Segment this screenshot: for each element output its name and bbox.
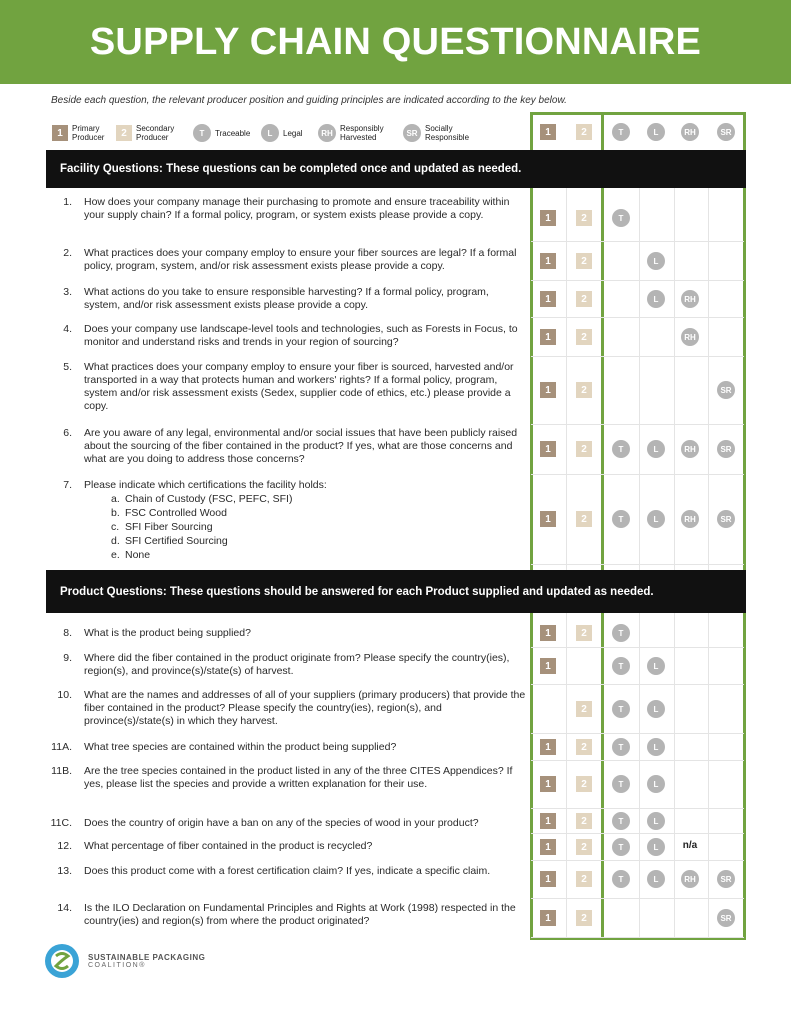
legend-secondary bbox=[116, 124, 174, 142]
row-divider bbox=[531, 241, 744, 242]
traceable-mark: T bbox=[612, 775, 630, 793]
legend-responsibly-harvested bbox=[318, 124, 384, 142]
legal-mark: L bbox=[647, 440, 665, 458]
traceable-mark: T bbox=[612, 657, 630, 675]
primary-producer-mark: 1 bbox=[540, 124, 556, 140]
column-divider-product bbox=[708, 613, 709, 937]
socially-responsible-mark: SR bbox=[717, 123, 735, 141]
spc-logo bbox=[44, 943, 205, 979]
option-text: SFI Fiber Sourcing bbox=[125, 521, 213, 533]
question-text: What tree species are contained within the product being supplied? bbox=[84, 741, 397, 753]
option-text: FSC Controlled Wood bbox=[125, 507, 227, 519]
primary-producer-mark: 1 bbox=[540, 210, 556, 226]
legend-socially-responsible bbox=[403, 124, 469, 142]
legend-primary bbox=[52, 124, 104, 142]
not-applicable-mark: n/a bbox=[682, 840, 698, 851]
panel-right-border-facility bbox=[743, 188, 746, 570]
panel-divider-facility bbox=[601, 188, 604, 570]
certification-option bbox=[111, 506, 227, 520]
primary-producer-mark: 1 bbox=[540, 776, 556, 792]
legal-mark: L bbox=[647, 290, 665, 308]
legend-legal-label: Legal bbox=[283, 128, 303, 138]
socially-responsible-mark: SR bbox=[717, 381, 735, 399]
option-text: SFI Certified Sourcing bbox=[125, 535, 228, 547]
responsibly-harvested-mark: RH bbox=[681, 290, 699, 308]
question-text: Does your company use landscape-level tools and technologies, such as Forests in Focus, to monitor and understand risks and trends in your region of sourcing? bbox=[84, 323, 518, 348]
traceable-mark: T bbox=[612, 738, 630, 756]
panel-left-border-facility bbox=[530, 188, 533, 570]
legend-sr-label-2: Responsible bbox=[425, 133, 470, 142]
primary-producer-mark: 1 bbox=[540, 658, 556, 674]
question-text: What are the names and addresses of all of your suppliers (primary producers) that provide the fiber contained in the product? Please specify the country(ies), region(s), and province(s)/state(s) in which they harvest. bbox=[84, 689, 526, 727]
panel-left-border-product bbox=[530, 613, 533, 940]
question-number: 11C. bbox=[50, 817, 72, 829]
question-number: 3. bbox=[63, 286, 72, 298]
row-divider bbox=[531, 424, 744, 425]
traceable-icon: T bbox=[193, 124, 211, 142]
traceable-mark: T bbox=[612, 870, 630, 888]
primary-producer-mark: 1 bbox=[540, 441, 556, 457]
legal-mark: L bbox=[647, 123, 665, 141]
certification-option bbox=[111, 548, 150, 562]
primary-producer-mark: 1 bbox=[540, 739, 556, 755]
legend-rh-label-1: Responsibly bbox=[340, 124, 384, 133]
traceable-mark: T bbox=[612, 838, 630, 856]
row-divider bbox=[531, 647, 744, 648]
primary-producer-mark: 1 bbox=[540, 910, 556, 926]
legal-mark: L bbox=[647, 838, 665, 856]
question-number: 7. bbox=[63, 479, 72, 491]
socially-responsible-mark: SR bbox=[717, 870, 735, 888]
option-letter: e. bbox=[111, 549, 120, 561]
panel-divider-key bbox=[601, 112, 604, 150]
secondary-producer-mark: 2 bbox=[576, 253, 592, 269]
panel-divider-product bbox=[601, 613, 604, 940]
row-divider bbox=[531, 898, 744, 899]
legal-mark: L bbox=[647, 738, 665, 756]
question-number: 11A. bbox=[51, 741, 72, 753]
question-number: 1. bbox=[63, 196, 72, 208]
legend-legal bbox=[261, 124, 303, 142]
question-text: What actions do you take to ensure responsible harvesting? If a formal policy, program, system, and/or risk assessment exists please provide a copy. bbox=[84, 286, 489, 311]
logo-line-2: COALITION® bbox=[88, 962, 146, 969]
legal-mark: L bbox=[647, 775, 665, 793]
column-divider-product bbox=[639, 613, 640, 937]
primary-producer-mark: 1 bbox=[540, 625, 556, 641]
question-text: Are you aware of any legal, environmental and/or social issues that have been publicly raised about the sourcing of the fiber contained in the product? If yes, what are those concerns and what are you doing to address those concerns? bbox=[84, 427, 518, 465]
secondary-producer-mark: 2 bbox=[576, 441, 592, 457]
responsibly-harvested-mark: RH bbox=[681, 870, 699, 888]
primary-producer-mark: 1 bbox=[540, 253, 556, 269]
legend-secondary-label-2: Producer bbox=[136, 133, 169, 142]
certification-option bbox=[111, 492, 292, 506]
row-divider bbox=[531, 280, 744, 281]
socially-responsible-mark: SR bbox=[717, 440, 735, 458]
traceable-mark: T bbox=[612, 624, 630, 642]
row-divider bbox=[531, 833, 744, 834]
intro-text: Beside each question, the relevant producer position and guiding principles are indicated according to the key below. bbox=[51, 95, 567, 106]
traceable-mark: T bbox=[612, 812, 630, 830]
socially-responsible-mark: SR bbox=[717, 510, 735, 528]
secondary-producer-mark: 2 bbox=[576, 871, 592, 887]
row-divider bbox=[531, 474, 744, 475]
row-divider bbox=[531, 356, 744, 357]
secondary-producer-mark: 2 bbox=[576, 776, 592, 792]
legal-mark: L bbox=[647, 510, 665, 528]
question-number: 4. bbox=[63, 323, 72, 335]
question-number: 11B. bbox=[51, 765, 72, 777]
traceable-mark: T bbox=[612, 700, 630, 718]
responsibly-harvested-mark: RH bbox=[681, 510, 699, 528]
question-text: Are the tree species contained in the product listed in any of the three CITES Appendices? If yes, please list the species and provide a written explanation for their use. bbox=[84, 765, 513, 790]
product-section-heading: Product Questions: These questions should be answered for each Product supplied and updated as needed. bbox=[46, 570, 746, 613]
legend-traceable bbox=[193, 124, 250, 142]
panel-right-border-key bbox=[743, 112, 746, 150]
secondary-producer-mark: 2 bbox=[576, 839, 592, 855]
facility-section-heading: Facility Questions: These questions can be completed once and updated as needed. bbox=[46, 150, 746, 188]
row-divider bbox=[531, 564, 744, 565]
question-text: What is the product being supplied? bbox=[84, 627, 251, 639]
question-number: 5. bbox=[63, 361, 72, 373]
primary-producer-badge: 1 bbox=[52, 125, 68, 141]
row-divider bbox=[531, 684, 744, 685]
legend-traceable-label: Traceable bbox=[215, 128, 251, 138]
logo-line-1: SUSTAINABLE PACKAGING bbox=[88, 953, 206, 962]
responsibly-harvested-mark: RH bbox=[681, 328, 699, 346]
spc-logo-icon bbox=[44, 943, 80, 979]
question-number: 14. bbox=[57, 902, 72, 914]
secondary-producer-mark: 2 bbox=[576, 511, 592, 527]
question-text: What practices does your company employ to ensure your fiber is sourced, harvested and/or transported in a way that protects human and workers' rights? If a formal policy, program, system and/or risk assessment exists (Sedex, supplier code of ethics, etc.) please provide a copy. bbox=[84, 361, 514, 412]
secondary-producer-mark: 2 bbox=[576, 291, 592, 307]
option-letter: a. bbox=[111, 493, 120, 505]
option-letter: d. bbox=[111, 535, 120, 547]
legal-mark: L bbox=[647, 657, 665, 675]
question-number: 2. bbox=[63, 247, 72, 259]
certification-option bbox=[111, 534, 228, 548]
option-letter: b. bbox=[111, 507, 120, 519]
title-banner bbox=[0, 0, 791, 84]
legend-primary-label-1: Primary bbox=[72, 124, 100, 133]
question-number: 9. bbox=[63, 652, 72, 664]
column-divider-facility bbox=[639, 188, 640, 570]
option-letter: c. bbox=[111, 521, 120, 533]
question-text: Where did the fiber contained in the product originate from? Please specify the country(ies), region(s), and province(s)/state(s) of harvest. bbox=[84, 652, 510, 677]
secondary-producer-mark: 2 bbox=[576, 210, 592, 226]
responsibly-harvested-mark: RH bbox=[681, 123, 699, 141]
socially-responsible-mark: SR bbox=[717, 909, 735, 927]
question-text: Does this product come with a forest certification claim? If yes, indicate a specific claim. bbox=[84, 865, 491, 877]
legend-primary-label-2: Producer bbox=[72, 133, 105, 142]
primary-producer-mark: 1 bbox=[540, 511, 556, 527]
primary-producer-mark: 1 bbox=[540, 329, 556, 345]
secondary-producer-badge: 2 bbox=[116, 125, 132, 141]
column-divider-product bbox=[566, 613, 567, 937]
primary-producer-mark: 1 bbox=[540, 813, 556, 829]
column-divider-facility bbox=[708, 188, 709, 570]
primary-producer-mark: 1 bbox=[540, 382, 556, 398]
question-number: 10. bbox=[57, 689, 72, 701]
socially-responsible-icon: SR bbox=[403, 124, 421, 142]
column-divider-product bbox=[674, 613, 675, 937]
responsibly-harvested-mark: RH bbox=[681, 440, 699, 458]
row-divider bbox=[531, 733, 744, 734]
legend-sr-label-1: Socially bbox=[425, 124, 453, 133]
panel-right-border-product bbox=[743, 613, 746, 940]
row-divider bbox=[531, 937, 744, 938]
secondary-producer-mark: 2 bbox=[576, 701, 592, 717]
question-text: How does your company manage their purchasing to promote and ensure traceability within your supply chain? If a formal policy, program, or system exists please provide a copy. bbox=[84, 196, 510, 221]
responsibly-harvested-icon: RH bbox=[318, 124, 336, 142]
legend-secondary-label-1: Secondary bbox=[136, 124, 175, 133]
question-text: Is the ILO Declaration on Fundamental Principles and Rights at Work (1998) respected in the country(ies) and region(s) from where the product originated? bbox=[84, 902, 516, 927]
secondary-producer-mark: 2 bbox=[576, 813, 592, 829]
panel-top-border bbox=[530, 112, 746, 115]
certification-option bbox=[111, 520, 213, 534]
primary-producer-mark: 1 bbox=[540, 839, 556, 855]
traceable-mark: T bbox=[612, 510, 630, 528]
panel-left-border-key bbox=[530, 112, 533, 150]
legal-mark: L bbox=[647, 870, 665, 888]
secondary-producer-mark: 2 bbox=[576, 625, 592, 641]
legal-icon: L bbox=[261, 124, 279, 142]
traceable-mark: T bbox=[612, 440, 630, 458]
question-text: Does the country of origin have a ban on any of the species of wood in your product? bbox=[84, 817, 479, 829]
option-text: None bbox=[125, 549, 151, 561]
column-divider-facility bbox=[566, 188, 567, 570]
legal-mark: L bbox=[647, 812, 665, 830]
legal-mark: L bbox=[647, 252, 665, 270]
page-title: SUPPLY CHAIN QUESTIONNAIRE bbox=[89, 21, 702, 63]
secondary-producer-mark: 2 bbox=[576, 382, 592, 398]
question-number: 13. bbox=[57, 865, 72, 877]
traceable-mark: T bbox=[612, 209, 630, 227]
question-text: Please indicate which certifications the facility holds: bbox=[84, 479, 327, 491]
question-number: 8. bbox=[63, 627, 72, 639]
legend-rh-label-2: Harvested bbox=[340, 133, 377, 142]
secondary-producer-mark: 2 bbox=[576, 910, 592, 926]
legal-mark: L bbox=[647, 700, 665, 718]
column-divider-facility bbox=[674, 188, 675, 570]
question-text: What percentage of fiber contained in the product is recycled? bbox=[84, 840, 373, 852]
traceable-mark: T bbox=[612, 123, 630, 141]
row-divider bbox=[531, 760, 744, 761]
question-text: What practices does your company employ to ensure your fiber sources are legal? If a formal policy, program, system, and/or risk assessment exists please provide a copy. bbox=[84, 247, 517, 272]
row-divider bbox=[531, 317, 744, 318]
primary-producer-mark: 1 bbox=[540, 291, 556, 307]
primary-producer-mark: 1 bbox=[540, 871, 556, 887]
secondary-producer-mark: 2 bbox=[576, 329, 592, 345]
question-number: 6. bbox=[63, 427, 72, 439]
row-divider bbox=[531, 808, 744, 809]
option-text: Chain of Custody (FSC, PEFC, SFI) bbox=[125, 493, 293, 505]
question-number: 12. bbox=[57, 840, 72, 852]
secondary-producer-mark: 2 bbox=[576, 739, 592, 755]
secondary-producer-mark: 2 bbox=[576, 124, 592, 140]
row-divider bbox=[531, 860, 744, 861]
